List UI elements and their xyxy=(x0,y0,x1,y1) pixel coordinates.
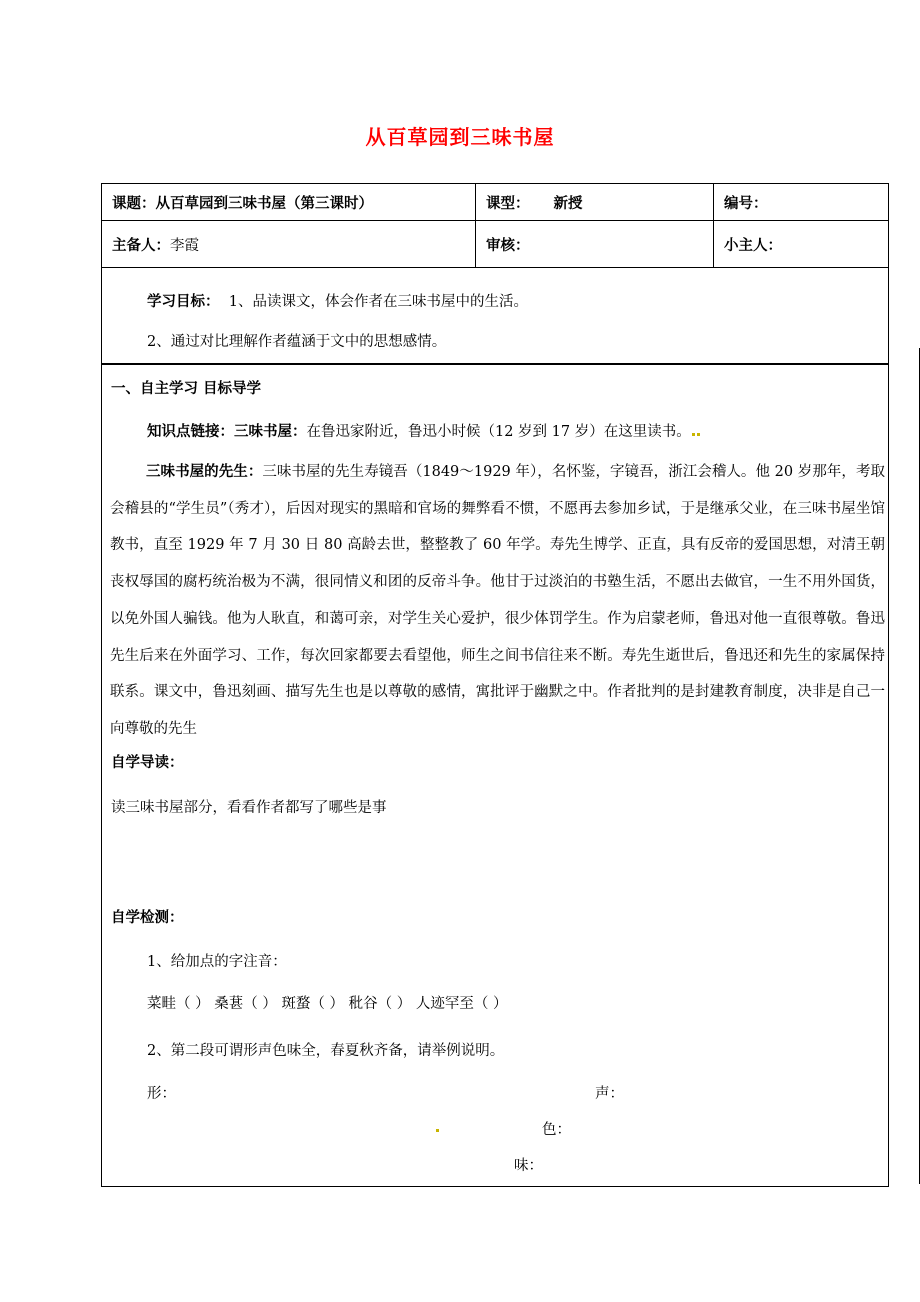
knowledge-text: 在鲁迅家附近，鲁迅小时候（12 岁到 17 岁）在这里读书。 xyxy=(306,424,691,440)
number-label: 编号： xyxy=(724,194,768,212)
knowledge-line xyxy=(147,420,701,441)
owner-cell xyxy=(714,221,889,268)
preparer-label: 主备人： xyxy=(112,236,170,254)
type-label: 课型： xyxy=(486,194,530,212)
pinyin-item: 人迹罕至（ ） xyxy=(415,996,508,1012)
type-cell xyxy=(476,184,714,221)
pinyin-row xyxy=(147,992,507,1013)
taste-label: 味： xyxy=(514,1158,543,1174)
type-value: 新授 xyxy=(553,194,583,212)
pinyin-item: 菜畦（ ） xyxy=(147,996,210,1012)
learning-goals xyxy=(101,268,889,364)
test-label: 自学检测： xyxy=(111,909,184,926)
guide-text: 读三味书屋部分，看看作者都写了哪些是事 xyxy=(111,800,387,816)
goals-label: 学习目标： xyxy=(147,293,220,310)
goal-item-2: 2、通过对比理解作者蕴涵于文中的思想感情。 xyxy=(147,334,447,350)
teacher-label: 三味书屋的先生： xyxy=(146,463,263,480)
lesson-cell xyxy=(102,184,476,221)
pinyin-item: 桑葚（ ） xyxy=(214,996,277,1012)
sound-label: 声： xyxy=(595,1086,624,1102)
pinyin-item: 斑蝥（ ） xyxy=(281,996,345,1012)
guide-label: 自学导读： xyxy=(111,754,184,771)
number-cell xyxy=(714,184,889,221)
preparer-value: 李霞 xyxy=(170,237,199,254)
goal-item-1: 1、品读课文，体会作者在三味书屋中的生活。 xyxy=(228,294,528,310)
preparer-cell xyxy=(102,221,476,268)
lesson-value: 从百草园到三味书屋（第三课时） xyxy=(155,194,373,212)
color-label: 色： xyxy=(542,1122,571,1138)
teacher-paragraph xyxy=(110,454,885,748)
teacher-text: 三味书屋的先生寿镜吾（1849～1929 年），名怀鉴，字镜吾，浙江会稽人。他 20 岁那年，考取会稽县的“学生员”（秀才），后因对现实的黑暗和官场的舞弊看不惯，不愿再去参加乡试，于是继承父业，在三味书屋坐馆教书，直至 1929 年 7 月 30 日 80 高龄去世，整整教了 60 年学。寿先生博学、正直，具有反帝的爱国思想，对清王朝丧权辱国的腐朽统治极为不满，很同情义和团的反帝斗争。他甘于过淡泊的书塾生活，不愿出去做官，一生不用外国货，以免外国人骗钱。他为人耿直，和蔼可亲，对学生关心爱护，很少体罚学生。作为启蒙老师，鲁迅对他一直很尊敬。鲁迅先生后来在外面学习、工作，每次回家都要去看望他，师生之间书信往来不断。寿先生逝世后，鲁迅还和先生的家属保持联系。课文中，鲁迅刻画、描写先生也是以尊敬的感情，寓批评于幽默之中。作者批判的是封建教育制度，决非是自己一向尊敬的先生 xyxy=(110,464,886,737)
header-table xyxy=(101,183,889,268)
pinyin-item: 秕谷（ ） xyxy=(348,996,412,1012)
mark-dot xyxy=(692,433,695,436)
shape-label: 形： xyxy=(147,1086,176,1102)
page-title: 从百草园到三味书屋 xyxy=(365,125,555,149)
mark-dot xyxy=(436,1129,439,1132)
knowledge-label: 知识点链接：三味书屋： xyxy=(147,423,307,440)
section-heading: 一、自主学习 目标导学 xyxy=(111,380,262,397)
owner-label: 小主人： xyxy=(724,236,782,254)
review-label: 审核： xyxy=(486,236,530,254)
lesson-label: 课题： xyxy=(112,194,156,212)
review-cell xyxy=(476,221,714,268)
mark-dot xyxy=(697,433,700,436)
question-2: 2、第二段可谓形声色味全，春夏秋齐备，请举例说明。 xyxy=(147,1043,505,1059)
goal-line-1 xyxy=(147,290,528,311)
question-1: 1、给加点的字注音： xyxy=(147,954,287,970)
